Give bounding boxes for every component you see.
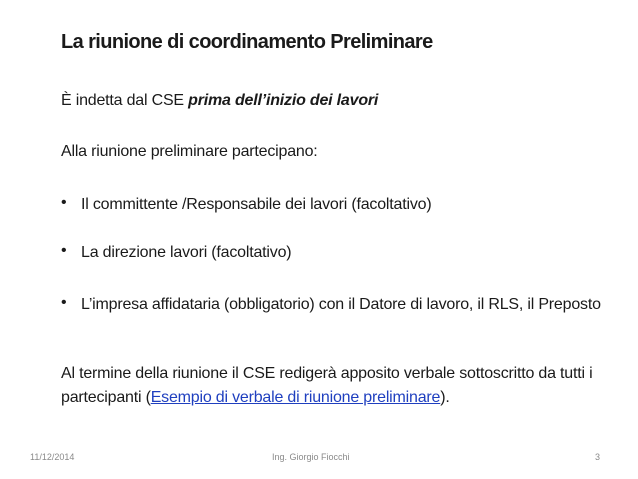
list-item-text: L’impresa affidataria (obbligatorio) con il Datore di lavoro, il RLS, il Preposto [81, 296, 601, 313]
list-item-text: La direzione lavori (facoltativo) [81, 244, 292, 261]
footer-date: 11/12/2014 [30, 452, 75, 462]
list-item [61, 242, 621, 264]
verbale-example-link[interactable]: Esempio di verbale di riunione preliminare [150, 389, 441, 406]
list-item [61, 294, 621, 316]
footer-page-number: 3 [595, 452, 601, 462]
intro-emphasis: prima dell’inizio dei lavori [188, 92, 379, 109]
closing-text-end: ). [440, 389, 450, 406]
bullet-icon: • [61, 242, 67, 259]
closing-paragraph [61, 362, 621, 410]
list-item [61, 194, 621, 216]
closing-text: Al termine della riunione il CSE redigerà apposito verbale sottoscritto da tutti i partecipanti ( [61, 365, 593, 406]
slide-title: La riunione di coordinamento Preliminare [61, 31, 433, 53]
participants-heading: Alla riunione preliminare partecipano: [61, 143, 318, 160]
intro-prefix: È indetta dal CSE [61, 92, 189, 109]
bullet-icon: • [61, 294, 67, 311]
intro-line [61, 92, 378, 110]
bullet-icon: • [61, 194, 67, 211]
list-item-text: Il committente /Responsabile dei lavori (facoltativo) [81, 196, 432, 213]
footer-author: Ing. Giorgio Fiocchi [272, 452, 350, 462]
